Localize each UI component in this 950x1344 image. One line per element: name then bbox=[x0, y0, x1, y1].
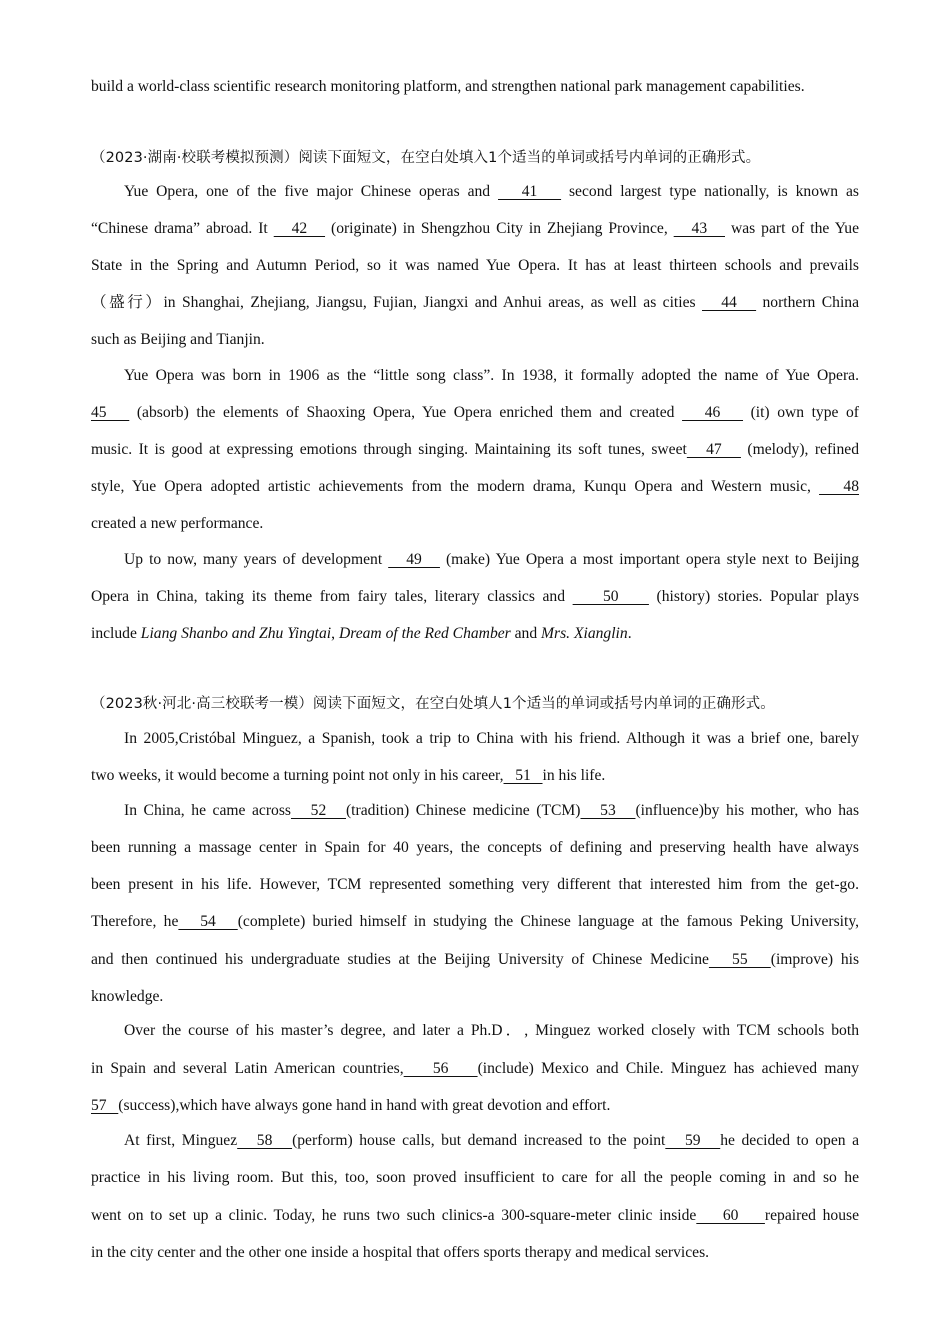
s2-line-9 bbox=[91, 1021, 859, 1041]
text-run: Yue Opera was born in 1906 as the “little song class”. In 1938, it formally adopted the name of Yue Opera. bbox=[124, 367, 859, 384]
text-run: (make) Yue Opera a most important opera style next to Beijing bbox=[439, 551, 859, 568]
blank-53: 53 bbox=[580, 802, 636, 819]
s2-line-7 bbox=[91, 950, 859, 970]
text-run: style, Yue Opera adopted artistic achievements from the modern drama, Kunqu Opera and Western music, bbox=[91, 478, 820, 495]
blank-46: 46 bbox=[682, 404, 744, 421]
title-mrs-xianglin: Mrs. Xianglin bbox=[541, 625, 628, 642]
text-run: . bbox=[627, 625, 632, 642]
blank-42: 42 bbox=[273, 220, 326, 237]
s2-line-13 bbox=[91, 1168, 859, 1188]
blank-58: 58 bbox=[237, 1132, 293, 1149]
title-red-chamber: Dream of the Red Chamber bbox=[338, 625, 511, 642]
s1-line-4 bbox=[91, 293, 859, 313]
s1-line-6 bbox=[91, 366, 859, 386]
blank-51: 51 bbox=[503, 767, 543, 784]
text-run: Therefore, he bbox=[91, 913, 179, 930]
blank-60: 60 bbox=[696, 1207, 765, 1224]
s2-line-12 bbox=[91, 1131, 859, 1151]
blank-50: 50 bbox=[572, 588, 649, 605]
text-run: practice in his living room. But this, too, soon proved insufficient to care for all the people coming in and so he bbox=[91, 1169, 859, 1186]
text-run: （盛行）in Shanghai, Zhejiang, Jiangsu, Fujian, Jiangxi and Anhui areas, as well as cities bbox=[91, 294, 702, 311]
text-run: in Spain and several Latin American countries, bbox=[91, 1060, 404, 1077]
text-run: been running a massage center in Spain for 40 years, the concepts of defining and preserving health have always bbox=[91, 839, 859, 856]
blank-43: 43 bbox=[673, 220, 725, 237]
text-run: in the city center and the other one inside a hospital that offers sports therapy and medical services. bbox=[91, 1244, 710, 1261]
blank-45: 45 bbox=[91, 404, 130, 421]
text-run: (improve) his bbox=[770, 951, 860, 968]
blank-47: 47 bbox=[686, 441, 741, 458]
text-run: music. It is good at expressing emotions through singing. Maintaining its soft tunes, sweet bbox=[91, 441, 687, 458]
s2-line-15 bbox=[91, 1243, 859, 1263]
text-run: Opera in China, taking its theme from fairy tales, literary classics and bbox=[91, 588, 573, 605]
s1-line-3 bbox=[91, 256, 859, 276]
blank-57: 57 bbox=[91, 1097, 119, 1114]
blank-56: 56 bbox=[403, 1060, 478, 1077]
s1-line-9 bbox=[91, 477, 859, 497]
text-run: In 2005,Cristóbal Minguez, a Spanish, took a trip to China with his friend. Although it was a brief one, barely bbox=[124, 730, 859, 747]
text-run: second largest type nationally, is known as bbox=[561, 183, 859, 200]
s2-line-1 bbox=[91, 729, 859, 749]
s1-line-2 bbox=[91, 219, 859, 239]
text-run: State in the Spring and Autumn Period, so it was named Yue Opera. It has at least thirteen schools and prevails bbox=[91, 257, 859, 274]
s1-line-10 bbox=[91, 514, 859, 534]
text-run: such as Beijing and Tianjin. bbox=[91, 331, 265, 348]
text-run: (originate) in Shengzhou City in Zhejiang Province, bbox=[325, 220, 674, 237]
blank-55: 55 bbox=[708, 951, 771, 968]
s1-line-12 bbox=[91, 587, 859, 607]
blank-48: 48 bbox=[819, 478, 859, 495]
s2-line-14 bbox=[91, 1206, 859, 1226]
text-run: (history) stories. Popular plays bbox=[648, 588, 860, 605]
text-run: two weeks, it would become a turning point not only in his career, bbox=[91, 767, 504, 784]
text-run: (tradition) Chinese medicine (TCM) bbox=[345, 802, 581, 819]
s1-line-5 bbox=[91, 330, 859, 350]
text-run: At first, Minguez bbox=[124, 1132, 238, 1149]
text-run: In China, he came across bbox=[124, 802, 291, 819]
text-run: (success),which have always gone hand in hand with great devotion and effort. bbox=[118, 1097, 611, 1114]
s2-line-11 bbox=[91, 1096, 859, 1116]
text-run: Up to now, many years of development bbox=[124, 551, 389, 568]
text-run: was part of the Yue bbox=[725, 220, 859, 237]
text-run: northern China bbox=[756, 294, 859, 311]
intro-line: build a world-class scientific research monitoring platform, and strengthen national park management capabilities. bbox=[91, 78, 805, 95]
text-run: been present in his life. However, TCM represented something very different that interested him from the get-go. bbox=[91, 876, 859, 893]
s1-line-7 bbox=[91, 403, 859, 423]
s2-line-6 bbox=[91, 912, 859, 932]
text-run: knowledge. bbox=[91, 988, 164, 1005]
s1-line-13 bbox=[91, 624, 859, 644]
text-run: Yue Opera, one of the five major Chinese operas and bbox=[124, 183, 498, 200]
s1-line-11 bbox=[91, 550, 859, 570]
s1-line-8 bbox=[91, 440, 859, 460]
title-liang-shanbo: Liang Shanbo and Zhu Yingtai bbox=[140, 625, 332, 642]
text-run: (absorb) the elements of Shaoxing Opera, Yue Opera enriched them and created bbox=[129, 404, 683, 421]
text-run: (complete) buried himself in studying the Chinese language at the famous Peking University, bbox=[237, 913, 860, 930]
section2-heading: （2023秋·河北·高三校联考一模）阅读下面短文，在空白处填人1个适当的单词或括号内单词的正确形式。 bbox=[91, 696, 775, 712]
s2-line-2 bbox=[91, 766, 859, 786]
blank-49: 49 bbox=[388, 551, 440, 568]
text-run: and then continued his undergraduate studies at the Beijing University of Chinese Medicine bbox=[91, 951, 709, 968]
text-run: (influence)by his mother, who has bbox=[635, 802, 860, 819]
text-run: created a new performance. bbox=[91, 515, 264, 532]
s1-line-1 bbox=[91, 182, 859, 202]
text-run: “Chinese drama” abroad. It bbox=[91, 220, 274, 237]
text-run: repaired house bbox=[764, 1207, 859, 1224]
s2-line-4 bbox=[91, 838, 859, 858]
s2-line-8 bbox=[91, 987, 859, 1007]
text-run: (it) own type of bbox=[743, 404, 860, 421]
s2-line-5 bbox=[91, 875, 859, 895]
text-run: , bbox=[331, 625, 339, 642]
text-run: in his life. bbox=[542, 767, 606, 784]
text-run: Over the course of his master’s degree, and later a Ph.D．, Minguez worked closely with TCM schools both bbox=[124, 1022, 859, 1039]
text-run: (melody), refined bbox=[740, 441, 860, 458]
blank-44: 44 bbox=[702, 294, 757, 311]
text-run: he decided to open a bbox=[720, 1132, 860, 1149]
blank-52: 52 bbox=[290, 802, 346, 819]
text-run: and bbox=[510, 625, 542, 642]
text-run: (perform) house calls, but demand increased to the point bbox=[292, 1132, 666, 1149]
s2-line-3 bbox=[91, 801, 859, 821]
section1-heading: （2023·湖南·校联考模拟预测）阅读下面短文，在空白处填入1个适当的单词或括号内单词的正确形式。 bbox=[91, 150, 761, 166]
text-run: went on to set up a clinic. Today, he runs two such clinics-a 300-square-meter clinic inside bbox=[91, 1207, 697, 1224]
blank-54: 54 bbox=[178, 913, 238, 930]
text-run: (include) Mexico and Chile. Minguez has achieved many bbox=[477, 1060, 859, 1077]
blank-41: 41 bbox=[498, 183, 562, 200]
blank-59: 59 bbox=[665, 1132, 721, 1149]
text-run: include bbox=[91, 625, 141, 642]
s2-line-10 bbox=[91, 1059, 859, 1079]
